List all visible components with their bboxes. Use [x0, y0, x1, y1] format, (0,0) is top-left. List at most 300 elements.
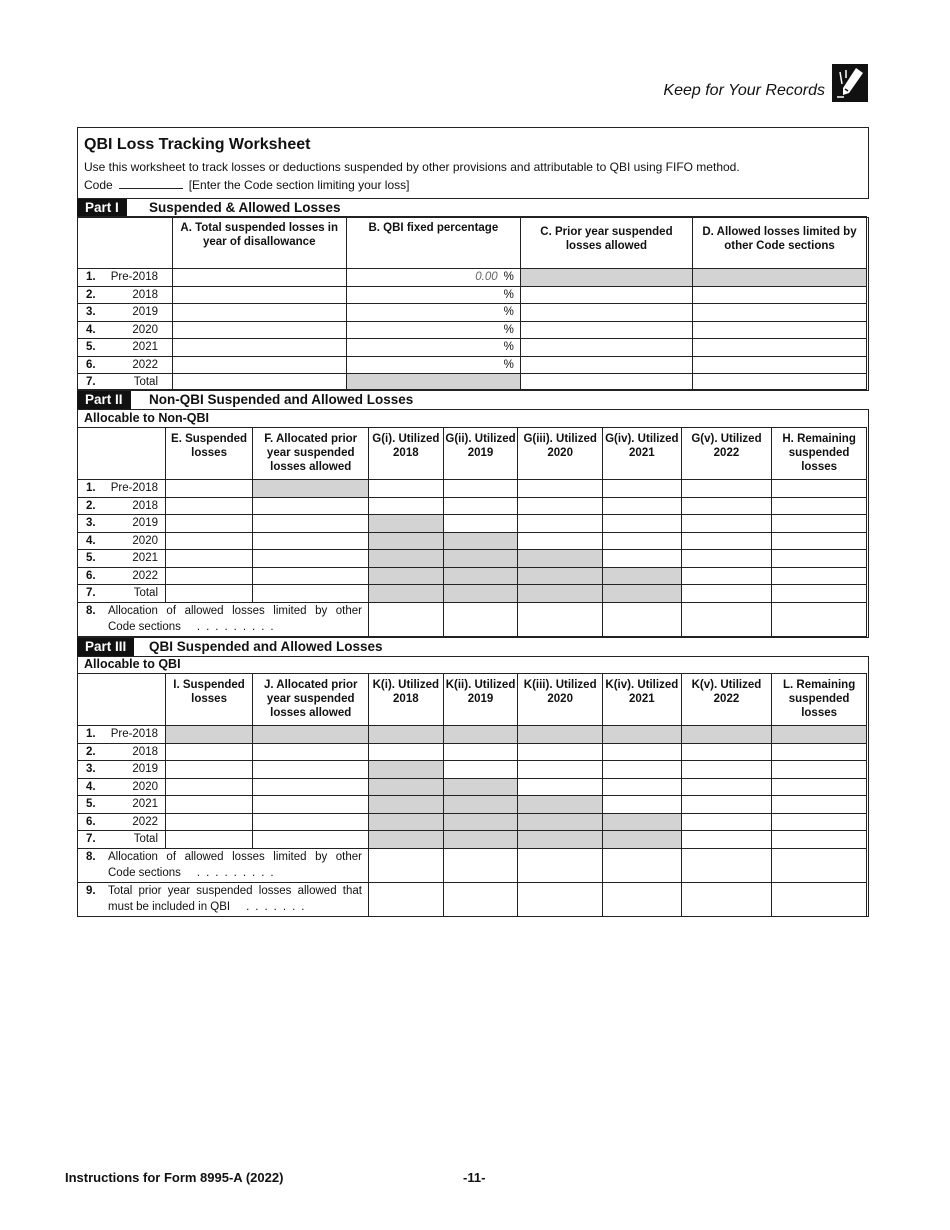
part2-row-label	[78, 497, 166, 515]
part1-col-b-input[interactable]	[346, 304, 520, 322]
part1-col-b-input[interactable]	[346, 286, 520, 304]
row-number: 3.	[86, 306, 96, 319]
part2-cell	[443, 567, 518, 585]
row-number: 1.	[86, 271, 96, 284]
part1-col-d-input[interactable]	[693, 286, 867, 304]
part2-cell[interactable]	[165, 497, 253, 515]
part3-col-header: K(ii). Utilized 2019	[443, 674, 518, 726]
part3-cell[interactable]	[368, 848, 443, 882]
part2-row-8	[78, 602, 867, 636]
part2-cell[interactable]	[253, 550, 369, 568]
part2-cell	[368, 532, 443, 550]
part2-row-8-label	[78, 602, 369, 636]
part3-cell[interactable]	[518, 848, 603, 882]
part1-col-a-input[interactable]	[172, 286, 346, 304]
part2-row	[78, 550, 867, 568]
row-text-2: Code sections	[108, 620, 181, 633]
part3-cell	[368, 796, 443, 814]
part2-cell[interactable]	[681, 550, 772, 568]
part2-col-header: G(ii). Utilized 2019	[443, 428, 518, 480]
part1-col-a-input[interactable]	[172, 339, 346, 357]
part2-row-label	[78, 515, 166, 533]
part2-col-header: E. Suspended losses	[165, 428, 253, 480]
part3-cell[interactable]	[772, 882, 867, 916]
part1-col-c-input[interactable]	[520, 304, 692, 322]
part2-cell[interactable]	[603, 480, 682, 498]
part2-cell[interactable]	[772, 567, 867, 585]
part2-cell[interactable]	[443, 497, 518, 515]
part1-col-b-shaded	[346, 374, 520, 390]
part2-cell[interactable]	[518, 532, 603, 550]
part2-cell	[368, 515, 443, 533]
part3-cell[interactable]	[603, 882, 682, 916]
row-text-1: Allocation of allowed losses limited by other	[108, 604, 362, 617]
part3-row-label	[78, 813, 166, 831]
part2-col-header: G(i). Utilized 2018	[368, 428, 443, 480]
row-year: Total	[133, 587, 158, 600]
part2-col-header: G(v). Utilized 2022	[681, 428, 772, 480]
code-hint: [Enter the Code section limiting your loss]	[188, 178, 410, 192]
part2-cell[interactable]	[443, 515, 518, 533]
part3-cell[interactable]	[681, 796, 772, 814]
part2-cell[interactable]	[518, 497, 603, 515]
part2-col-header: F. Allocated prior year suspended losses allowed	[253, 428, 369, 480]
part3-cell[interactable]	[603, 778, 682, 796]
part3-cell	[368, 813, 443, 831]
row-year: 2021	[132, 341, 158, 354]
part1-col-d-input[interactable]	[693, 304, 867, 322]
part2-cell[interactable]	[253, 532, 369, 550]
part3-row	[78, 796, 867, 814]
part1-title: Suspended & Allowed Losses	[149, 200, 341, 215]
row-number: 5.	[86, 552, 96, 565]
part3-row-8-label	[78, 848, 369, 882]
row-year: Pre-2018	[110, 271, 158, 284]
pct-value: 0.00	[475, 271, 498, 284]
part2-cell[interactable]	[603, 602, 682, 636]
pencil-records-icon	[832, 64, 868, 102]
part3-cell	[518, 726, 603, 744]
part2-cell[interactable]	[681, 585, 772, 603]
row-text-2: must be included in QBI	[108, 900, 231, 913]
row-year: 2018	[132, 288, 158, 301]
part3-cell	[772, 726, 867, 744]
part2-cell	[368, 550, 443, 568]
row-year: 2022	[132, 815, 158, 828]
part3-header	[77, 637, 869, 657]
part3-cell[interactable]	[681, 882, 772, 916]
code-label: Code	[84, 178, 113, 192]
part3-cell[interactable]	[253, 831, 369, 849]
row-year: 2021	[132, 552, 158, 565]
code-line	[84, 178, 409, 192]
percent-sign: %	[503, 323, 514, 336]
part2-row	[78, 515, 867, 533]
part3-cell[interactable]	[165, 796, 253, 814]
part3-row	[78, 831, 867, 849]
part3-blank-header	[78, 674, 166, 726]
part3-cell[interactable]	[772, 743, 867, 761]
part2-col-header: H. Remaining suspended losses	[772, 428, 867, 480]
part3-cell[interactable]	[518, 761, 603, 779]
part2-row-label	[78, 585, 166, 603]
part2-cell[interactable]	[772, 532, 867, 550]
part3-cell[interactable]	[681, 831, 772, 849]
part3-row-label	[78, 761, 166, 779]
part2-cell[interactable]	[681, 515, 772, 533]
part2-cell[interactable]	[253, 497, 369, 515]
part3-cell[interactable]	[681, 743, 772, 761]
part3-cell[interactable]	[772, 848, 867, 882]
part3-cell	[518, 813, 603, 831]
part3-row-label	[78, 831, 166, 849]
worksheet-title: QBI Loss Tracking Worksheet	[84, 136, 311, 153]
part3-cell[interactable]	[603, 796, 682, 814]
part3-cell	[603, 831, 682, 849]
part1-col-a-input[interactable]	[172, 269, 346, 287]
part2-col-header: G(iii). Utilized 2020	[518, 428, 603, 480]
part3-col-header: K(iv). Utilized 2021	[603, 674, 682, 726]
part3-cell	[368, 726, 443, 744]
part1-col-a-input[interactable]	[172, 356, 346, 374]
part3-cell[interactable]	[165, 761, 253, 779]
row-number: 1.	[86, 482, 96, 495]
part1-row	[78, 304, 867, 322]
footer-page-number: -11-	[463, 1170, 486, 1185]
part2-cell[interactable]	[165, 585, 253, 603]
part3-cell[interactable]	[165, 813, 253, 831]
part2-cell[interactable]	[368, 497, 443, 515]
part2-cell[interactable]	[253, 567, 369, 585]
part1-row	[78, 286, 867, 304]
part1-col-a-input[interactable]	[172, 374, 346, 390]
leader-dots: .........	[196, 620, 280, 633]
part1-col-c-input[interactable]	[520, 286, 692, 304]
part2-cell[interactable]	[443, 602, 518, 636]
part3-cell[interactable]	[443, 743, 518, 761]
part2-cell	[443, 550, 518, 568]
row-number: 4.	[86, 534, 96, 547]
part1-col-d-input[interactable]	[693, 356, 867, 374]
part2-cell[interactable]	[772, 497, 867, 515]
part3-col-header: J. Allocated prior year suspended losses allowed	[253, 674, 369, 726]
part2-cell	[368, 567, 443, 585]
percent-sign: %	[503, 358, 514, 371]
part2-cell[interactable]	[603, 497, 682, 515]
row-number: 2.	[86, 499, 96, 512]
part2-cell[interactable]	[772, 585, 867, 603]
part3-cell	[681, 726, 772, 744]
part1-row-label	[78, 304, 173, 322]
percent-sign: %	[503, 271, 514, 284]
part2-col-header: G(iv). Utilized 2021	[603, 428, 682, 480]
part2-cell[interactable]	[165, 567, 253, 585]
qbi-loss-tracking-worksheet	[77, 127, 869, 917]
part3-row-label	[78, 796, 166, 814]
part3-cell[interactable]	[518, 743, 603, 761]
row-year: 2022	[132, 358, 158, 371]
percent-sign: %	[503, 288, 514, 301]
row-number: 6.	[86, 358, 96, 371]
row-number: 7.	[86, 833, 96, 846]
part2-cell	[368, 585, 443, 603]
part2-cell	[518, 550, 603, 568]
part3-cell[interactable]	[165, 831, 253, 849]
part2-cell[interactable]	[603, 532, 682, 550]
part3-cell[interactable]	[443, 761, 518, 779]
part2-cell[interactable]	[165, 532, 253, 550]
part2-cell[interactable]	[772, 550, 867, 568]
part1-col-d-input[interactable]	[693, 339, 867, 357]
part3-cell	[253, 726, 369, 744]
part3-cell[interactable]	[772, 778, 867, 796]
part3-row-9	[78, 882, 867, 916]
part1-blank-header	[78, 217, 173, 269]
part3-row	[78, 726, 867, 744]
part3-row-label	[78, 778, 166, 796]
part1-tag: Part I	[77, 199, 127, 217]
part1-header	[77, 198, 869, 218]
part3-cell	[368, 778, 443, 796]
part2-blank-header	[78, 428, 166, 480]
part2-cell	[518, 585, 603, 603]
part3-cell[interactable]	[253, 778, 369, 796]
row-number: 9.	[86, 884, 96, 897]
part3-cell[interactable]	[253, 761, 369, 779]
part2-header	[77, 390, 869, 410]
part3-cell[interactable]	[772, 796, 867, 814]
row-number: 3.	[86, 517, 96, 530]
row-year: 2018	[132, 745, 158, 758]
part2-cell	[603, 567, 682, 585]
part1-row	[78, 321, 867, 339]
part3-cell	[603, 813, 682, 831]
part2-row-label	[78, 480, 166, 498]
part3-cell	[443, 831, 518, 849]
part2-cell[interactable]	[368, 602, 443, 636]
part3-cell[interactable]	[681, 761, 772, 779]
row-number: 4.	[86, 323, 96, 336]
part2-tag: Part II	[77, 391, 131, 409]
part3-cell[interactable]	[443, 882, 518, 916]
part2-cell[interactable]	[253, 515, 369, 533]
part3-cell[interactable]	[772, 831, 867, 849]
part1-col-b: B. QBI fixed percentage	[346, 217, 520, 269]
part3-col-header: K(v). Utilized 2022	[681, 674, 772, 726]
row-number: 1.	[86, 728, 96, 741]
part1-col-a-input[interactable]	[172, 321, 346, 339]
part3-cell[interactable]	[772, 813, 867, 831]
part3-col-header: L. Remaining suspended losses	[772, 674, 867, 726]
part1-row-label	[78, 339, 173, 357]
part2-cell[interactable]	[165, 550, 253, 568]
leader-dots: .........	[196, 866, 280, 879]
row-number: 5.	[86, 341, 96, 354]
part3-cell[interactable]	[368, 743, 443, 761]
part2-cell[interactable]	[368, 480, 443, 498]
part3-cell[interactable]	[253, 796, 369, 814]
part3-col-header: K(i). Utilized 2018	[368, 674, 443, 726]
row-number: 2.	[86, 288, 96, 301]
part1-col-a: A. Total suspended losses in year of disallowance	[172, 217, 346, 269]
part1-col-d: D. Allowed losses limited by other Code sections	[693, 217, 867, 269]
part3-cell	[443, 813, 518, 831]
part2-cell[interactable]	[165, 515, 253, 533]
part1-col-c-input	[520, 269, 692, 287]
part3-row-9-label	[78, 882, 369, 916]
part3-cell[interactable]	[681, 778, 772, 796]
part2-row	[78, 532, 867, 550]
part1-col-d-input[interactable]	[693, 321, 867, 339]
part1-col-c-input[interactable]	[520, 356, 692, 374]
part3-table	[77, 673, 867, 917]
part3-col-header: K(iii). Utilized 2020	[518, 674, 603, 726]
row-number: 6.	[86, 815, 96, 828]
part3-cell[interactable]	[443, 848, 518, 882]
part1-col-c-input[interactable]	[520, 374, 692, 390]
part1-col-d-input[interactable]	[693, 374, 867, 390]
part2-row	[78, 567, 867, 585]
part2-row	[78, 497, 867, 515]
part3-row-label	[78, 726, 166, 744]
row-number: 4.	[86, 780, 96, 793]
row-number: 8.	[86, 850, 96, 863]
part2-cell	[253, 480, 369, 498]
part3-cell[interactable]	[603, 848, 682, 882]
part3-cell	[443, 796, 518, 814]
part3-cell	[443, 726, 518, 744]
part3-row	[78, 743, 867, 761]
part2-cell[interactable]	[518, 480, 603, 498]
part2-allocable-label: Allocable to Non-QBI	[84, 411, 209, 425]
part3-cell	[603, 726, 682, 744]
part2-cell[interactable]	[772, 602, 867, 636]
row-number: 3.	[86, 763, 96, 776]
part3-cell	[518, 831, 603, 849]
part3-cell[interactable]	[603, 743, 682, 761]
row-number: 6.	[86, 569, 96, 582]
part3-cell[interactable]	[368, 882, 443, 916]
part3-row-8	[78, 848, 867, 882]
part1-col-a-input[interactable]	[172, 304, 346, 322]
part3-cell[interactable]	[165, 778, 253, 796]
part2-title: Non-QBI Suspended and Allowed Losses	[149, 392, 414, 407]
part3-cell[interactable]	[681, 813, 772, 831]
row-number: 7.	[86, 375, 96, 388]
part1-col-b-input[interactable]	[346, 339, 520, 357]
part1-row	[78, 269, 867, 287]
part3-cell	[368, 761, 443, 779]
part3-col-header: I. Suspended losses	[165, 674, 253, 726]
part3-cell[interactable]	[518, 882, 603, 916]
part3-allocable-label: Allocable to QBI	[84, 657, 181, 671]
row-text-1: Total prior year suspended losses allowed that	[108, 884, 362, 897]
part2-cell	[443, 532, 518, 550]
part3-cell[interactable]	[253, 813, 369, 831]
part1-col-c-input[interactable]	[520, 321, 692, 339]
worksheet-description: Use this worksheet to track losses or deductions suspended by other provisions and attributable to QBI using FIFO method.	[84, 160, 740, 174]
part1-row	[78, 374, 867, 390]
part3-cell	[368, 831, 443, 849]
part3-cell[interactable]	[603, 761, 682, 779]
part3-row	[78, 761, 867, 779]
row-number: 2.	[86, 745, 96, 758]
part2-cell[interactable]	[681, 567, 772, 585]
part1-col-b-input[interactable]	[346, 356, 520, 374]
row-year: Pre-2018	[110, 482, 158, 495]
part2-cell[interactable]	[165, 480, 253, 498]
row-year: Pre-2018	[110, 728, 158, 741]
part1-row-label	[78, 286, 173, 304]
keep-for-records-text: Keep for Your Records	[663, 82, 825, 99]
part2-cell[interactable]	[681, 532, 772, 550]
part2-cell[interactable]	[681, 497, 772, 515]
part1-row	[78, 356, 867, 374]
part2-cell	[518, 567, 603, 585]
part2-cell[interactable]	[518, 602, 603, 636]
code-input[interactable]	[119, 178, 183, 189]
row-number: 8.	[86, 604, 96, 617]
part2-cell[interactable]	[603, 550, 682, 568]
row-text-2: Code sections	[108, 866, 181, 879]
part3-cell[interactable]	[681, 848, 772, 882]
part3-cell	[518, 796, 603, 814]
part3-cell[interactable]	[253, 743, 369, 761]
part3-row	[78, 778, 867, 796]
part2-cell	[443, 585, 518, 603]
part1-col-c: C. Prior year suspended losses allowed	[520, 217, 692, 269]
part2-cell[interactable]	[772, 515, 867, 533]
part3-row	[78, 813, 867, 831]
row-year: Total	[133, 375, 158, 388]
row-year: 2018	[132, 499, 158, 512]
part1-row-label	[78, 374, 173, 390]
part3-cell	[443, 778, 518, 796]
percent-sign: %	[503, 341, 514, 354]
part2-row-label	[78, 550, 166, 568]
part2-cell[interactable]	[443, 480, 518, 498]
part2-row	[78, 585, 867, 603]
part2-cell[interactable]	[518, 515, 603, 533]
part3-cell[interactable]	[518, 778, 603, 796]
row-number: 5.	[86, 798, 96, 811]
part2-cell[interactable]	[253, 585, 369, 603]
part1-row-label	[78, 269, 173, 287]
part1-table	[77, 216, 867, 390]
part1-col-d-input	[693, 269, 867, 287]
part1-col-c-input[interactable]	[520, 339, 692, 357]
row-year: Total	[133, 833, 158, 846]
part3-cell[interactable]	[772, 761, 867, 779]
row-year: 2022	[132, 569, 158, 582]
part2-cell[interactable]	[772, 480, 867, 498]
part2-row-label	[78, 567, 166, 585]
part2-cell[interactable]	[603, 515, 682, 533]
row-number: 7.	[86, 587, 96, 600]
part3-cell[interactable]	[165, 743, 253, 761]
part2-cell[interactable]	[681, 602, 772, 636]
part3-row-label	[78, 743, 166, 761]
part1-row-label	[78, 321, 173, 339]
row-year: 2020	[132, 323, 158, 336]
part2-row-label	[78, 532, 166, 550]
part2-cell[interactable]	[681, 480, 772, 498]
part2-table	[77, 427, 867, 637]
part1-col-b-input[interactable]	[346, 321, 520, 339]
part2-cell	[603, 585, 682, 603]
part1-col-b-input[interactable]	[346, 269, 520, 287]
footer-form-title: Instructions for Form 8995-A (2022)	[65, 1170, 284, 1185]
